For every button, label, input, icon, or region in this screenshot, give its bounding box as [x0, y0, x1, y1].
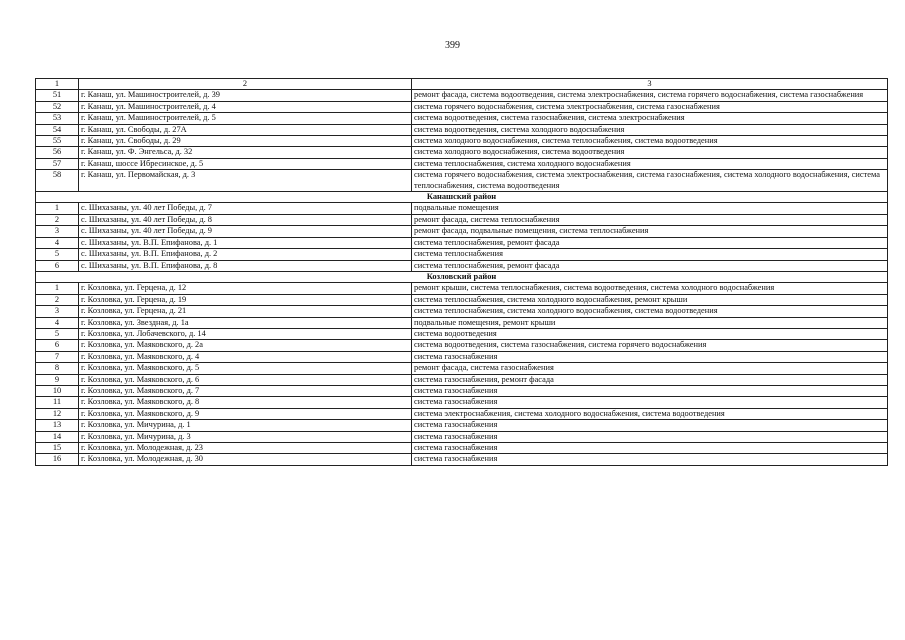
- works-cell: система газоснабжения: [412, 397, 888, 408]
- address-cell: г. Козловка, ул. Маяковского, д. 4: [79, 351, 412, 362]
- works-cell: система горячего водоснабжения, система электроснабжения, система газоснабжения: [412, 101, 888, 112]
- row-number: 16: [36, 454, 79, 465]
- works-cell: система газоснабжения: [412, 420, 888, 431]
- works-cell: ремонт фасада, система теплоснабжения: [412, 214, 888, 225]
- table-row: [36, 351, 888, 362]
- table-row: [36, 136, 888, 147]
- works-cell: система теплоснабжения, ремонт фасада: [412, 260, 888, 271]
- row-number: 3: [36, 306, 79, 317]
- column-header-row: [36, 79, 888, 90]
- table-row: [36, 203, 888, 214]
- table-row: [36, 101, 888, 112]
- table-row: [36, 363, 888, 374]
- table-row: [36, 170, 888, 192]
- row-number: 58: [36, 170, 79, 192]
- table-row: [36, 385, 888, 396]
- row-number: 4: [36, 317, 79, 328]
- row-number: 7: [36, 351, 79, 362]
- address-cell: с. Шихазаны, ул. В.П. Епифанова, д. 2: [79, 249, 412, 260]
- table-row: [36, 374, 888, 385]
- table-row: [36, 408, 888, 419]
- row-number: 1: [36, 203, 79, 214]
- address-cell: г. Канаш, ул. Машиностроителей, д. 5: [79, 113, 412, 124]
- table-row: [36, 226, 888, 237]
- table-row: [36, 454, 888, 465]
- works-cell: ремонт крыши, система теплоснабжения, система водоотведения, система холодного водоснабжения: [412, 283, 888, 294]
- row-number: 14: [36, 431, 79, 442]
- works-cell: система электроснабжения, система холодного водоснабжения, система водоотведения: [412, 408, 888, 419]
- table-row: [36, 147, 888, 158]
- address-cell: г. Козловка, ул. Мичурина, д. 1: [79, 420, 412, 431]
- buildings-table: [35, 78, 888, 466]
- table-row: [36, 260, 888, 271]
- table-row: [36, 113, 888, 124]
- row-number: 10: [36, 385, 79, 396]
- row-number: 8: [36, 363, 79, 374]
- address-cell: г. Козловка, ул. Герцена, д. 21: [79, 306, 412, 317]
- works-cell: система теплоснабжения, система холодного водоснабжения, система водоотведения: [412, 306, 888, 317]
- table-row: [36, 306, 888, 317]
- table-row: [36, 294, 888, 305]
- address-cell: г. Козловка, ул. Молодежная, д. 30: [79, 454, 412, 465]
- address-cell: г. Канаш, ул. Свободы, д. 27А: [79, 124, 412, 135]
- row-number: 52: [36, 101, 79, 112]
- address-cell: г. Козловка, ул. Маяковского, д. 5: [79, 363, 412, 374]
- address-cell: г. Козловка, ул. Маяковского, д. 7: [79, 385, 412, 396]
- row-number: 9: [36, 374, 79, 385]
- works-cell: система теплоснабжения: [412, 249, 888, 260]
- table-row: [36, 340, 888, 351]
- district-header-row: [36, 271, 888, 282]
- address-cell: г. Козловка, ул. Мичурина, д. 3: [79, 431, 412, 442]
- address-cell: с. Шихазаны, ул. 40 лет Победы, д. 9: [79, 226, 412, 237]
- works-cell: ремонт фасада, система водоотведения, система электроснабжения, система горячего водоснабжения, система газоснабжения: [412, 90, 888, 101]
- address-cell: г. Козловка, ул. Маяковского, д. 6: [79, 374, 412, 385]
- row-number: 4: [36, 237, 79, 248]
- works-cell: система теплоснабжения, система холодного водоснабжения, ремонт крыши: [412, 294, 888, 305]
- row-number: 13: [36, 420, 79, 431]
- column-header-works: 3: [412, 79, 888, 90]
- table-row: [36, 328, 888, 339]
- works-cell: подвальные помещения, ремонт крыши: [412, 317, 888, 328]
- district-title: Канашский район: [36, 192, 888, 203]
- works-cell: система газоснабжения: [412, 454, 888, 465]
- works-cell: ремонт фасада, система газоснабжения: [412, 363, 888, 374]
- works-cell: система холодного водоснабжения, система теплоснабжения, система водоотведения: [412, 136, 888, 147]
- works-cell: система холодного водоснабжения, система водоотведения: [412, 147, 888, 158]
- row-number: 3: [36, 226, 79, 237]
- row-number: 51: [36, 90, 79, 101]
- address-cell: г. Канаш, ул. Ф. Энгельса, д. 32: [79, 147, 412, 158]
- column-header-number: 1: [36, 79, 79, 90]
- address-cell: г. Козловка, ул. Маяковского, д. 8: [79, 397, 412, 408]
- row-number: 6: [36, 340, 79, 351]
- works-cell: система газоснабжения: [412, 351, 888, 362]
- address-cell: г. Канаш, ул. Машиностроителей, д. 39: [79, 90, 412, 101]
- address-cell: г. Козловка, ул. Молодежная, д. 23: [79, 443, 412, 454]
- address-cell: с. Шихазаны, ул. В.П. Епифанова, д. 8: [79, 260, 412, 271]
- row-number: 5: [36, 328, 79, 339]
- page-number: 399: [445, 40, 460, 51]
- table-row: [36, 420, 888, 431]
- row-number: 15: [36, 443, 79, 454]
- table-row: [36, 249, 888, 260]
- address-cell: г. Козловка, ул. Лобачевского, д. 14: [79, 328, 412, 339]
- works-cell: подвальные помещения: [412, 203, 888, 214]
- address-cell: г. Козловка, ул. Маяковского, д. 2а: [79, 340, 412, 351]
- works-cell: система водоотведения, система холодного водоснабжения: [412, 124, 888, 135]
- address-cell: г. Канаш, ул. Первомайская, д. 3: [79, 170, 412, 192]
- address-cell: г. Козловка, ул. Маяковского, д. 9: [79, 408, 412, 419]
- table-row: [36, 317, 888, 328]
- district-title: Козловский район: [36, 271, 888, 282]
- address-cell: г. Козловка, ул. Герцена, д. 19: [79, 294, 412, 305]
- table-row: [36, 397, 888, 408]
- row-number: 12: [36, 408, 79, 419]
- works-cell: система газоснабжения: [412, 431, 888, 442]
- works-cell: система горячего водоснабжения, система электроснабжения, система газоснабжения, система холодного водоснабжения, система теплоснабжения, система водоотведения: [412, 170, 888, 192]
- table-row: [36, 443, 888, 454]
- address-cell: г. Канаш, ул. Машиностроителей, д. 4: [79, 101, 412, 112]
- address-cell: г. Козловка, ул. Герцена, д. 12: [79, 283, 412, 294]
- row-number: 6: [36, 260, 79, 271]
- address-cell: с. Шихазаны, ул. 40 лет Победы, д. 8: [79, 214, 412, 225]
- row-number: 11: [36, 397, 79, 408]
- works-cell: система теплоснабжения, система холодного водоснабжения: [412, 158, 888, 169]
- address-cell: г. Канаш, шоссе Ибресинское, д. 5: [79, 158, 412, 169]
- row-number: 1: [36, 283, 79, 294]
- row-number: 56: [36, 147, 79, 158]
- table-row: [36, 237, 888, 248]
- works-cell: система водоотведения: [412, 328, 888, 339]
- table-row: [36, 158, 888, 169]
- works-cell: система газоснабжения: [412, 385, 888, 396]
- row-number: 2: [36, 294, 79, 305]
- address-cell: г. Козловка, ул. Звездная, д. 1а: [79, 317, 412, 328]
- row-number: 2: [36, 214, 79, 225]
- row-number: 5: [36, 249, 79, 260]
- table-row: [36, 283, 888, 294]
- works-cell: система теплоснабжения, ремонт фасада: [412, 237, 888, 248]
- address-cell: с. Шихазаны, ул. 40 лет Победы, д. 7: [79, 203, 412, 214]
- works-cell: система водоотведения, система газоснабжения, система электроснабжения: [412, 113, 888, 124]
- row-number: 57: [36, 158, 79, 169]
- table-row: [36, 431, 888, 442]
- table-row: [36, 214, 888, 225]
- works-cell: система газоснабжения, ремонт фасада: [412, 374, 888, 385]
- column-header-address: 2: [79, 79, 412, 90]
- table-row: [36, 124, 888, 135]
- district-header-row: [36, 192, 888, 203]
- works-cell: ремонт фасада, подвальные помещения, система теплоснабжения: [412, 226, 888, 237]
- address-cell: г. Канаш, ул. Свободы, д. 29: [79, 136, 412, 147]
- table-body: [36, 79, 888, 466]
- address-cell: с. Шихазаны, ул. В.П. Епифанова, д. 1: [79, 237, 412, 248]
- works-cell: система водоотведения, система газоснабжения, система горячего водоснабжения: [412, 340, 888, 351]
- works-cell: система газоснабжения: [412, 443, 888, 454]
- table-row: [36, 90, 888, 101]
- row-number: 55: [36, 136, 79, 147]
- row-number: 54: [36, 124, 79, 135]
- row-number: 53: [36, 113, 79, 124]
